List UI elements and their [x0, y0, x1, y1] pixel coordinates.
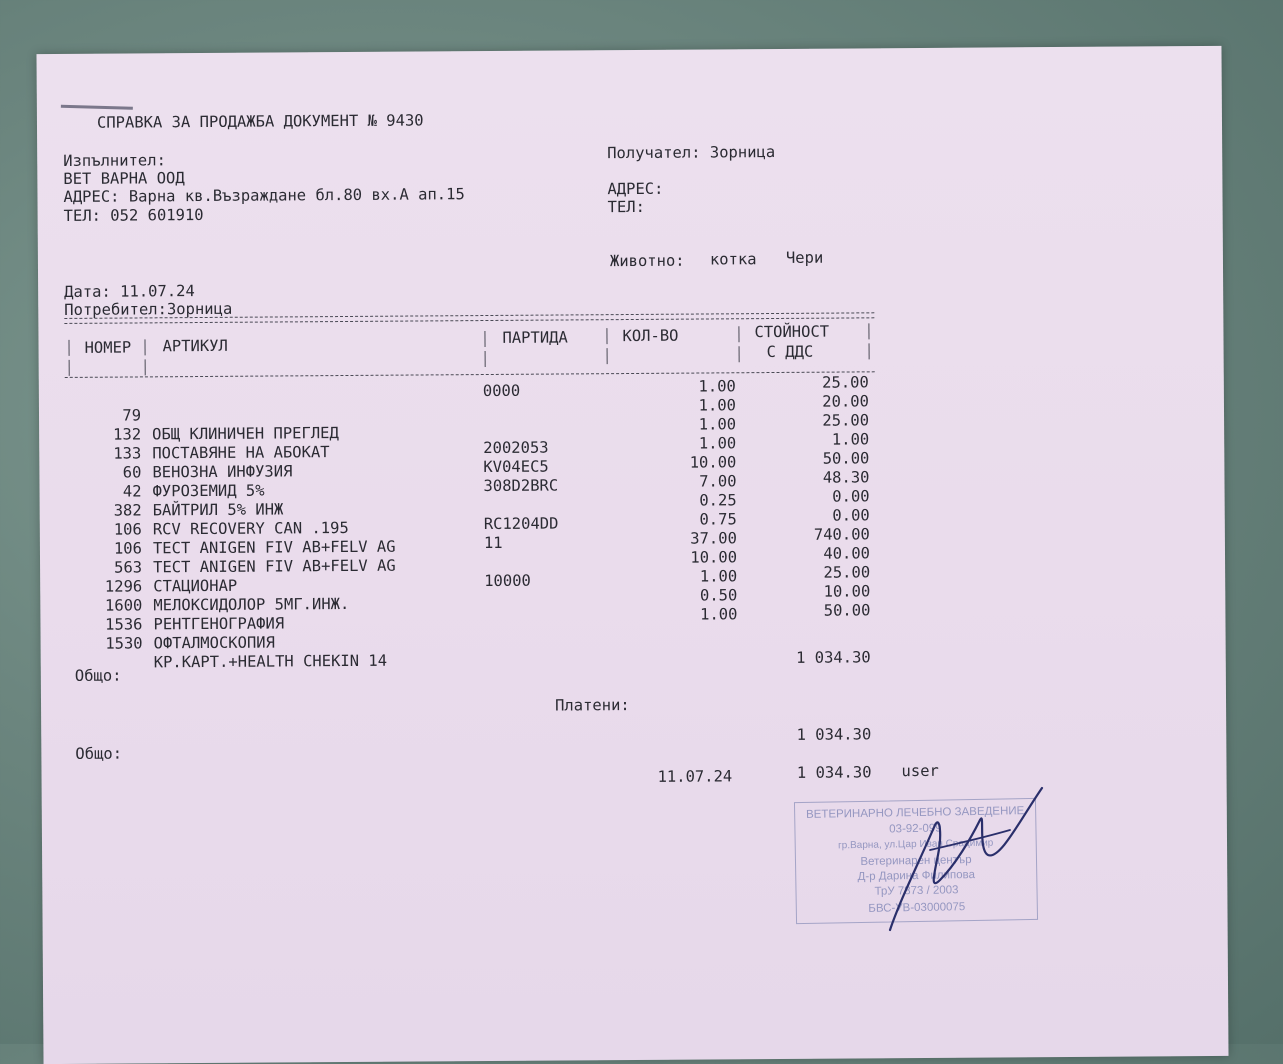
row-qty: 37.00	[690, 529, 737, 548]
row-article: RCV RECOVERY CAN .195	[152, 518, 349, 539]
payment-user: user	[901, 761, 939, 781]
header-divider	[606, 328, 607, 344]
row-article: ВЕНОЗНА ИНФУЗИЯ	[152, 462, 293, 482]
issuer-address: АДРЕС: Варна кв.Възраждане бл.80 вх.А ап.15	[63, 185, 465, 206]
row-article: КР.КАРТ.+HEALTH CHEKIN 14	[153, 651, 388, 672]
row-batch: 308D2BRC	[483, 476, 559, 496]
row-value: 25.00	[823, 563, 871, 582]
header-divider	[607, 348, 608, 364]
stamp-line: Ветеринарен център	[860, 854, 972, 868]
stamp-line: ВЕТЕРИНАРНО ЛЕЧЕБНО ЗАВЕДЕНИЕ	[805, 805, 1025, 821]
pen-mark	[61, 105, 133, 110]
consumer: Потребител:Зорница	[64, 299, 233, 319]
recipient-address: АДРЕС:	[607, 179, 664, 199]
header-divider	[869, 343, 870, 359]
stamp-line: Д-р Дарина Филипова	[857, 868, 976, 884]
row-number: 382	[113, 501, 142, 520]
recipient-phone: ТЕЛ:	[607, 197, 645, 217]
row-value: 740.00	[813, 525, 870, 544]
header-divider	[868, 323, 869, 339]
row-value: 10.00	[823, 582, 871, 601]
payment-date: 11.07.24	[657, 767, 733, 786]
header-qty: КОЛ-ВО	[622, 326, 679, 346]
row-qty: 0.25	[699, 491, 737, 510]
row-value: 50.00	[822, 449, 870, 468]
row-article: СТАЦИОНАР	[153, 576, 238, 596]
animal-name: Чери	[785, 248, 824, 267]
row-number: 1536	[105, 615, 143, 634]
row-qty: 7.00	[699, 472, 737, 491]
issuer-name: ВЕТ ВАРНА ООД	[63, 169, 185, 188]
row-qty: 10.00	[690, 548, 738, 567]
row-number: 42	[122, 482, 142, 501]
row-value: 1.00	[831, 430, 870, 449]
row-number: 132	[113, 425, 142, 444]
row-batch: 0000	[482, 381, 521, 401]
row-article: РЕНТГЕНОГРАФИЯ	[153, 614, 285, 634]
total-label-2: Общо:	[75, 744, 123, 763]
row-qty: 1.00	[700, 605, 738, 624]
header-divider	[68, 340, 69, 356]
signature	[860, 780, 1060, 940]
row-qty: 0.75	[699, 510, 737, 529]
total-value-2: 1 034.30	[796, 725, 872, 744]
row-qty: 1.00	[698, 434, 737, 453]
row-number: 1296	[104, 577, 143, 596]
animal-label: Животно:	[609, 251, 685, 271]
issuer-phone: ТЕЛ: 052 601910	[63, 205, 204, 225]
payment-amount: 1 034.30	[796, 763, 872, 782]
row-batch: KV04EC5	[483, 457, 549, 477]
row-number: 1600	[104, 596, 143, 615]
stamp-line: гр.Варна, ул.Цар Иван Срацимир	[837, 837, 994, 852]
row-number: 106	[113, 539, 143, 558]
animal-type: котка	[709, 250, 757, 269]
row-qty: 1.00	[698, 377, 736, 396]
row-number: 106	[113, 520, 142, 539]
document-date: Дата: 11.07.24	[64, 282, 195, 301]
header-divider	[145, 359, 146, 375]
total-value: 1 034.30	[796, 648, 871, 667]
header-divider	[144, 339, 145, 355]
row-value: 20.00	[822, 392, 869, 411]
row-article: ФУРОЗЕМИД 5%	[152, 481, 265, 501]
row-value: 0.00	[832, 487, 870, 506]
row-number: 1530	[105, 634, 143, 653]
row-qty: 10.00	[689, 453, 737, 472]
row-number: 60	[122, 463, 142, 482]
header-batch: ПАРТИДА	[502, 328, 568, 347]
document-title: СПРАВКА ЗА ПРОДАЖБА ДОКУМЕНТ № 9430	[96, 111, 424, 132]
header-divider	[485, 351, 486, 367]
header-value-line1: СТОЙНОСТ	[754, 322, 830, 342]
paid-label: Платени:	[554, 696, 630, 715]
header-number: НОМЕР	[84, 338, 132, 357]
row-article: ОФТАЛМОСКОПИЯ	[153, 633, 275, 653]
row-batch: 10000	[484, 571, 531, 591]
row-qty: 1.00	[698, 396, 737, 415]
row-value: 40.00	[823, 544, 871, 563]
row-qty: 0.50	[699, 586, 738, 605]
header-article: АРТИКУЛ	[162, 336, 228, 356]
issuer-label: Изпълнител:	[63, 151, 166, 170]
header-divider	[738, 326, 739, 342]
row-value: 50.00	[823, 601, 871, 620]
row-value: 0.00	[832, 506, 870, 525]
row-article: ТЕСТ ANIGEN FIV AB+FELV AG	[152, 537, 396, 558]
header-divider	[484, 331, 485, 347]
row-value: 25.00	[822, 411, 870, 430]
row-value: 25.00	[822, 373, 869, 392]
row-number: 79	[122, 406, 142, 425]
total-label: Общо:	[74, 666, 122, 685]
row-batch: RC1204DD	[483, 514, 559, 534]
row-article: ПОСТАВЯНЕ НА АБОКАТ	[152, 443, 330, 463]
header-value-line2: С ДДС	[766, 342, 814, 362]
row-article: ТЕСТ ANIGEN FIV AB+FELV AG	[153, 556, 396, 577]
row-qty: 1.00	[698, 415, 737, 434]
recipient: Получател: Зорница	[607, 142, 776, 163]
row-number: 133	[113, 444, 142, 463]
row-number: 563	[114, 558, 143, 577]
row-batch: 11	[483, 533, 503, 553]
header-divider	[69, 360, 70, 376]
row-article: МЕЛОКСИДОЛОР 5МГ.ИНЖ.	[153, 594, 350, 615]
row-qty: 1.00	[699, 567, 738, 586]
stamp-line: 03-92-099	[889, 822, 942, 836]
row-batch: 2002053	[483, 438, 549, 458]
stamp-line: БВС-УВ-03000075	[868, 901, 966, 915]
row-article: ОБЩ КЛИНИЧЕН ПРЕГЛЕД	[152, 424, 339, 444]
stamp-line: ТрУ 7873 / 2003	[874, 884, 959, 898]
row-value: 48.30	[822, 468, 870, 487]
row-article: БАЙТРИЛ 5% ИНЖ	[152, 500, 284, 520]
header-divider	[739, 346, 740, 362]
